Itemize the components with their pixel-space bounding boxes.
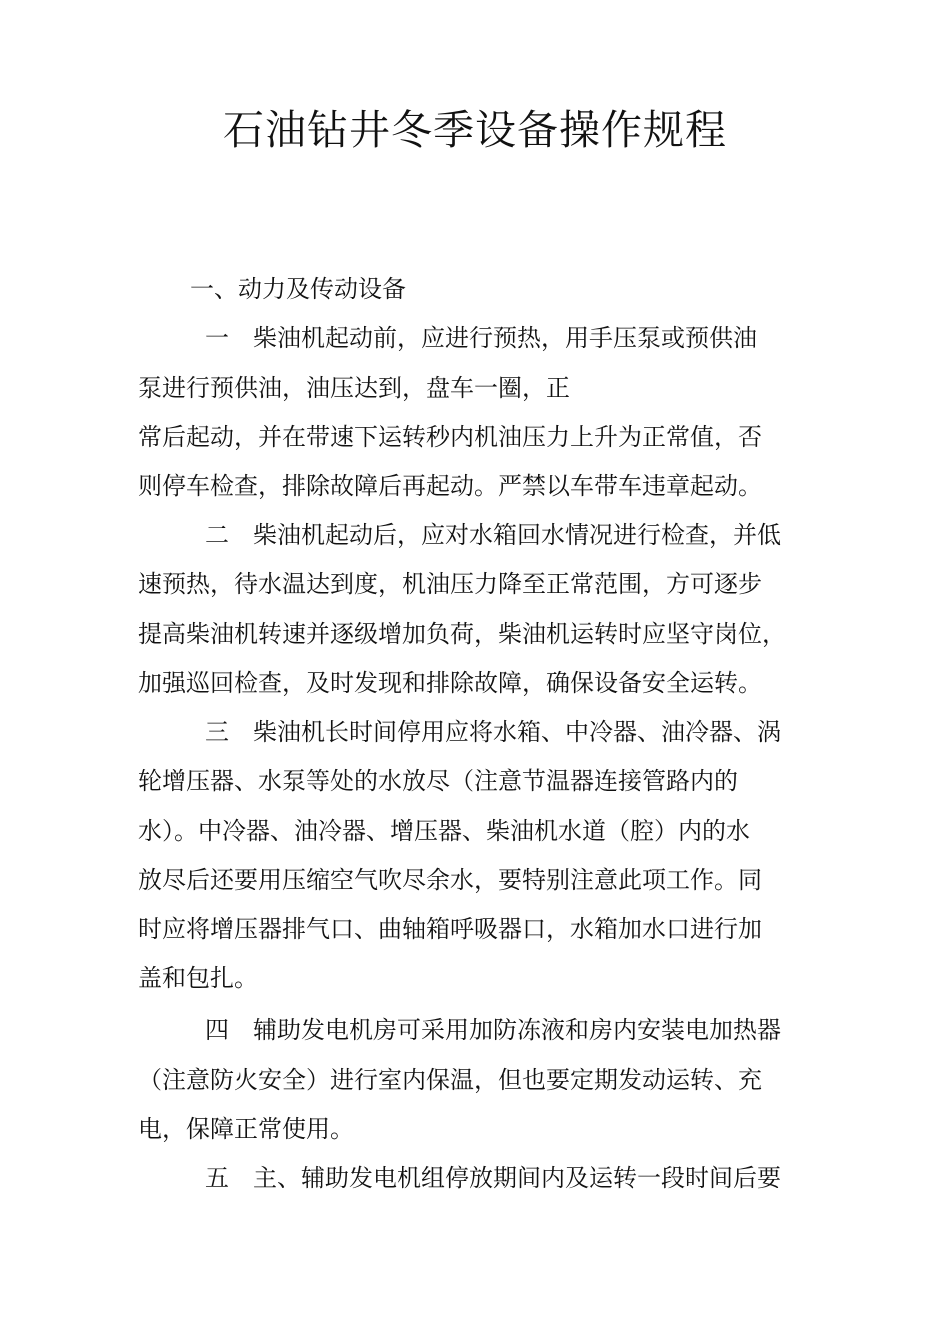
paragraph-line: 则停车检查，排除故障后再起动。严禁以车带车违章起动。 bbox=[138, 472, 762, 500]
paragraph-line: 提高柴油机转速并逐级增加负荷，柴油机运转时应坚守岗位， bbox=[138, 620, 786, 648]
paragraph-line: 水）。中冷器、油冷器、增压器、柴油机水道（腔）内的水 bbox=[138, 817, 750, 845]
paragraph-line: 四 辅助发电机房可采用加防冻液和房内安装电加热器 bbox=[205, 1016, 781, 1044]
paragraph-line: 常后起动，并在带速下运转秒内机油压力上升为正常值，否 bbox=[138, 423, 762, 451]
paragraph-line: 一 柴油机起动前，应进行预热，用手压泵或预供油 bbox=[205, 324, 757, 352]
paragraph-line: 二 柴油机起动后，应对水箱回水情况进行检查，并低 bbox=[205, 521, 781, 549]
paragraph-line: 泵进行预供油，油压达到，盘车一圈，正 bbox=[138, 374, 570, 402]
paragraph-line: 盖和包扎。 bbox=[138, 964, 258, 992]
paragraph-line: 三 柴油机长时间停用应将水箱、中冷器、油冷器、涡 bbox=[205, 718, 781, 746]
paragraph-line: 五 主、辅助发电机组停放期间内及运转一段时间后要 bbox=[205, 1164, 781, 1192]
paragraph-line: 轮增压器、水泵等处的水放尽（注意节温器连接管路内的 bbox=[138, 767, 738, 795]
paragraph-line: 加强巡回检查，及时发现和排除故障，确保设备安全运转。 bbox=[138, 669, 762, 697]
paragraph-line: 时应将增压器排气口、曲轴箱呼吸器口，水箱加水口进行加 bbox=[138, 915, 762, 943]
paragraph-line: 速预热，待水温达到度，机油压力降至正常范围，方可逐步 bbox=[138, 570, 762, 598]
section-heading: 一、动力及传动设备 bbox=[190, 275, 406, 303]
document-title: 石油钻井冬季设备操作规程 bbox=[223, 106, 727, 154]
paragraph-line: 放尽后还要用压缩空气吹尽余水，要特别注意此项工作。同 bbox=[138, 866, 762, 894]
paragraph-line: 电，保障正常使用。 bbox=[138, 1115, 354, 1143]
paragraph-line: （注意防火安全）进行室内保温，但也要定期发动运转、充 bbox=[138, 1066, 762, 1094]
